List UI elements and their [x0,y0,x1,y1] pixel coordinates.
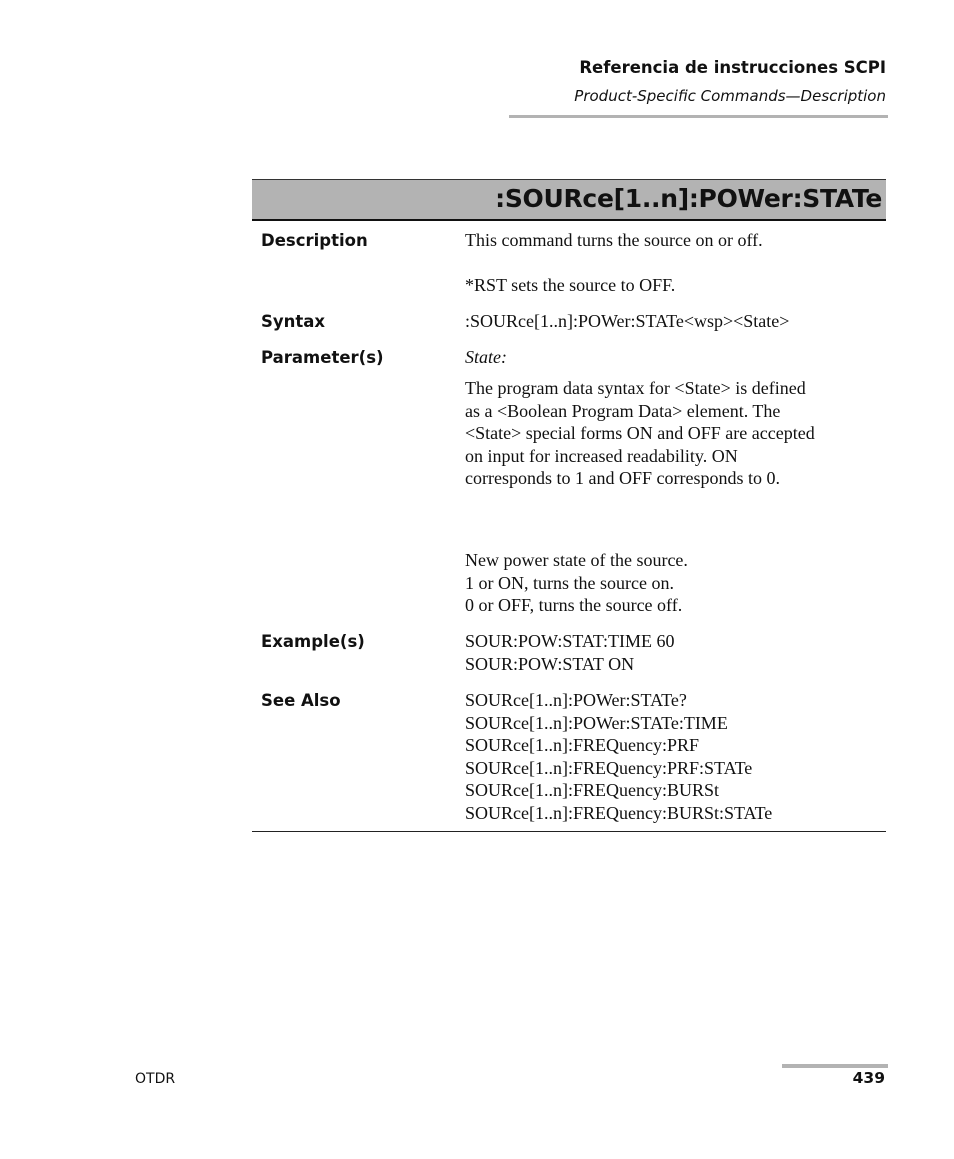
see-also-item: SOURce[1..n]:FREQuency:PRF [465,735,699,756]
parameter-description-line: <State> special forms ON and OFF are accepted [465,423,815,444]
syntax-value: :SOURce[1..n]:POWer:STATe<wsp><State> [465,311,790,331]
header-divider [509,115,888,118]
table-bottom-divider [252,831,886,832]
command-banner [252,179,886,221]
see-also-label: See Also [261,691,341,710]
parameter-name: State: [465,347,507,367]
see-also-item: SOURce[1..n]:POWer:STATe? [465,690,687,710]
see-also-item: SOURce[1..n]:FREQuency:BURSt [465,780,719,801]
examples-label: Example(s) [261,632,365,651]
see-also-item: SOURce[1..n]:POWer:STATe:TIME [465,712,728,733]
example-line: SOUR:POW:STAT ON [465,653,635,674]
parameter-value-line: 0 or OFF, turns the source off. [465,595,683,616]
command-title: :SOURce[1..n]:POWer:STATe [495,184,882,213]
footer-divider [782,1064,888,1068]
footer-product: OTDR [135,1071,176,1087]
parameter-description-line: The program data syntax for <State> is defined [465,378,806,398]
see-also-item: SOURce[1..n]:FREQuency:BURSt:STATe [465,802,773,823]
parameter-description-line: corresponds to 1 and OFF corresponds to 0. [465,468,780,489]
see-also-list [465,689,885,825]
description-text [465,229,885,252]
parameter-description [465,377,885,490]
examples-list [465,630,885,675]
parameter-description-line: on input for increased readability. ON [465,445,738,466]
example-line: SOUR:POW:STAT:TIME 60 [465,631,675,651]
parameter-description-line: as a <Boolean Program Data> element. The [465,400,781,421]
description-line: This command turns the source on or off. [465,230,763,250]
parameters-label: Parameter(s) [261,348,384,367]
description-line: *RST sets the source to OFF. [465,275,676,295]
parameter-value-line: 1 or ON, turns the source on. [465,572,674,593]
running-header-title: Referencia de instrucciones SCPI [579,58,886,77]
description-label: Description [261,231,368,250]
parameter-value-line: New power state of the source. [465,550,688,570]
see-also-item: SOURce[1..n]:FREQuency:PRF:STATe [465,757,753,778]
description-reset-note [465,274,885,297]
running-header-subtitle: Product-Specific Commands—Description [574,87,886,105]
page-number: 439 [852,1069,885,1087]
syntax-label: Syntax [261,312,326,331]
parameter-values [465,549,885,617]
